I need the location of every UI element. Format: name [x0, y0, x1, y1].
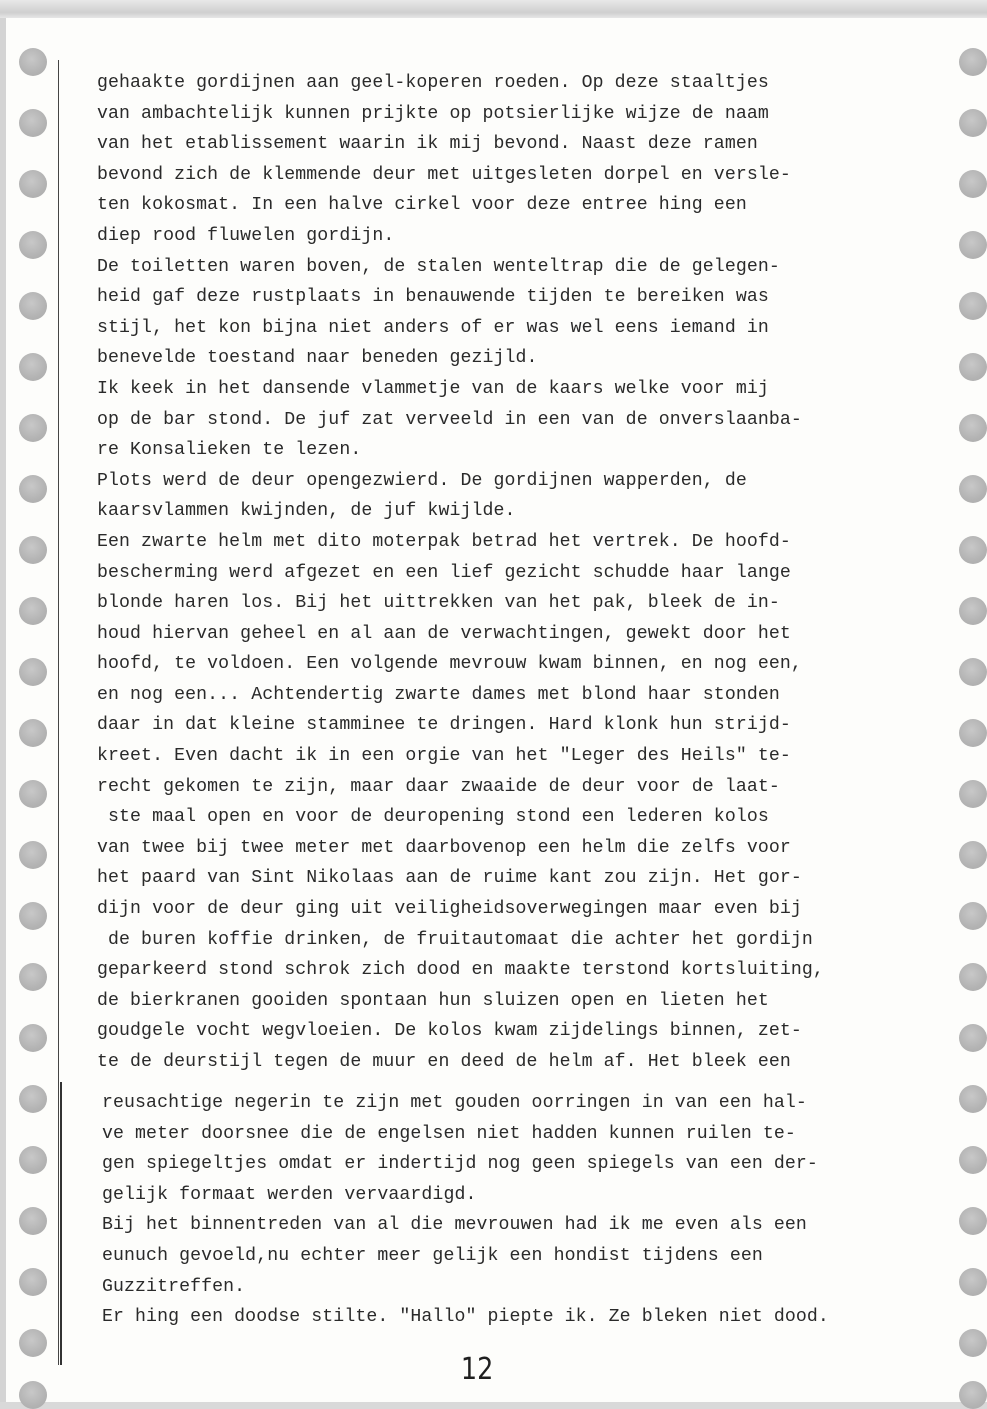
binder-hole-icon: [19, 658, 47, 686]
binder-hole-icon: [959, 109, 987, 137]
binder-hole-icon: [19, 292, 47, 320]
binder-hole-icon: [19, 231, 47, 259]
binder-hole-icon: [19, 597, 47, 625]
text-line: en nog een... Achtendertig zwarte dames met blond haar stonden: [97, 684, 780, 705]
text-line: gen spiegeltjes omdat er indertijd nog geen spiegels van een der-: [102, 1154, 818, 1175]
binder-hole-icon: [959, 1146, 987, 1174]
text-line: Ik keek in het dansende vlammetje van de kaars welke voor mij: [97, 378, 769, 399]
text-line: geparkeerd stond schrok zich dood en maakte terstond kortsluiting,: [97, 960, 824, 981]
binder-hole-icon: [959, 353, 987, 381]
binder-hole-icon: [959, 902, 987, 930]
binder-hole-icon: [19, 475, 47, 503]
binder-hole-icon: [19, 780, 47, 808]
text-line: Guzzitreffen.: [102, 1276, 246, 1297]
text-line: daar in dat kleine stamminee te dringen. Hard klonk hun strijd-: [97, 715, 791, 736]
binder-hole-icon: [19, 1268, 47, 1296]
binder-hole-icon: [19, 414, 47, 442]
binder-hole-icon: [959, 963, 987, 991]
binder-hole-icon: [959, 1207, 987, 1235]
text-line: re Konsalieken te lezen.: [97, 440, 362, 461]
text-line: de bierkranen gooiden spontaan hun sluizen open en lieten het: [97, 990, 769, 1011]
text-line: stijl, het kon bijna niet anders of er was wel eens iemand in: [97, 317, 769, 338]
binder-hole-icon: [19, 48, 47, 76]
text-line: dijn voor de deur ging uit veiligheidsoverwegingen maar even bij: [97, 899, 802, 920]
text-line: van ambachtelijk kunnen prijkte op potsierlijke wijze de naam: [97, 103, 769, 124]
binder-hole-icon: [19, 109, 47, 137]
text-line: ste maal open en voor de deuropening stond een lederen kolos: [97, 807, 769, 828]
binder-hole-icon: [19, 1024, 47, 1052]
page-number: 12: [460, 1352, 494, 1387]
text-line: ve meter doorsnee die de engelsen niet hadden kunnen ruilen te-: [102, 1123, 796, 1144]
binder-hole-icon: [19, 536, 47, 564]
text-line: kaarsvlammen kwijnden, de juf kwijlde.: [97, 501, 516, 522]
binder-hole-icon: [959, 475, 987, 503]
text-line: houd hiervan geheel en al aan de verwachtingen, gewekt door het: [97, 623, 791, 644]
scan-top-edge: [0, 0, 987, 18]
binder-hole-icon: [959, 1268, 987, 1296]
binder-hole-icon: [959, 1381, 987, 1409]
binder-hole-icon: [19, 1207, 47, 1235]
binder-hole-icon: [19, 719, 47, 747]
text-line: gelijk formaat werden vervaardigd.: [102, 1184, 477, 1205]
binder-hole-icon: [959, 658, 987, 686]
binder-hole-icon: [19, 1329, 47, 1357]
text-line: Bij het binnentreden van al die mevrouwen had ik me even als een: [102, 1215, 807, 1236]
text-line: ten kokosmat. In een halve cirkel voor deze entree hing een: [97, 195, 747, 216]
binder-hole-icon: [959, 1085, 987, 1113]
binder-hole-icon: [959, 170, 987, 198]
binder-hole-icon: [959, 841, 987, 869]
binder-hole-icon: [959, 1024, 987, 1052]
text-line: te de deurstijl tegen de muur en deed de helm af. Het bleek een: [97, 1052, 791, 1072]
binder-hole-icon: [19, 902, 47, 930]
binder-hole-icon: [959, 1329, 987, 1357]
text-line: bevond zich de klemmende deur met uitgesleten dorpel en versle-: [97, 164, 791, 185]
binder-hole-icon: [959, 719, 987, 747]
text-line: blonde haren los. Bij het uittrekken van het pak, bleek de in-: [97, 593, 780, 614]
text-line: van het etablissement waarin ik mij bevond. Naast deze ramen: [97, 134, 758, 155]
text-line: benevelde toestand naar beneden gezijld.: [97, 348, 538, 369]
text-line: Plots werd de deur opengezwierd. De gordijnen wapperden, de: [97, 470, 747, 491]
binder-hole-icon: [959, 231, 987, 259]
binder-hole-icon: [19, 1146, 47, 1174]
text-line: kreet. Even dacht ik in een orgie van het "Leger des Heils" te-: [97, 746, 791, 767]
text-line: op de bar stond. De juf zat verveeld in een van de onverslaanba-: [97, 409, 802, 430]
margin-rule: [58, 60, 59, 1365]
binder-hole-icon: [959, 48, 987, 76]
text-line: gehaakte gordijnen aan geel-koperen roeden. Op deze staaltjes: [97, 73, 769, 93]
typewritten-text-part1: [97, 68, 927, 1078]
binder-hole-icon: [19, 170, 47, 198]
binder-hole-icon: [19, 353, 47, 381]
text-line: Een zwarte helm met dito moterpak betrad het vertrek. De hoofd-: [97, 531, 791, 552]
text-line: recht gekomen te zijn, maar daar zwaaide de deur voor de laat-: [97, 776, 780, 797]
binder-hole-icon: [959, 292, 987, 320]
binder-hole-icon: [19, 1085, 47, 1113]
binder-hole-icon: [959, 414, 987, 442]
text-line: eunuch gevoeld,nu echter meer gelijk een hondist tijdens een: [102, 1245, 763, 1266]
binder-hole-icon: [19, 963, 47, 991]
text-line: bescherming werd afgezet en een lief gezicht schudde haar lange: [97, 562, 791, 583]
text-line: hoofd, te voldoen. Een volgende mevrouw kwam binnen, en nog een,: [97, 654, 802, 675]
binder-hole-icon: [959, 780, 987, 808]
margin-rule-lower: [60, 1082, 62, 1365]
binder-hole-icon: [959, 597, 987, 625]
typewritten-text-part2: [102, 1088, 932, 1333]
text-line: van twee bij twee meter met daarbovenop een helm die zelfs voor: [97, 837, 791, 858]
text-line: Er hing een doodse stilte. "Hallo" piepte ik. Ze bleken niet dood.: [102, 1307, 829, 1328]
text-line: heid gaf deze rustplaats in benauwende tijden te bereiken was: [97, 287, 769, 308]
text-line: De toiletten waren boven, de stalen wenteltrap die de gelegen-: [97, 256, 780, 277]
binder-hole-icon: [19, 841, 47, 869]
text-line: goudgele vocht wegvloeien. De kolos kwam zijdelings binnen, zet-: [97, 1021, 802, 1042]
text-line: het paard van Sint Nikolaas aan de ruime kant zou zijn. Het gor-: [97, 868, 802, 889]
text-line: reusachtige negerin te zijn met gouden oorringen in van een hal-: [102, 1093, 807, 1113]
text-line: diep rood fluwelen gordijn.: [97, 225, 395, 246]
text-line: de buren koffie drinken, de fruitautomaat die achter het gordijn: [97, 929, 813, 950]
binder-hole-icon: [19, 1381, 47, 1409]
binder-hole-icon: [959, 536, 987, 564]
